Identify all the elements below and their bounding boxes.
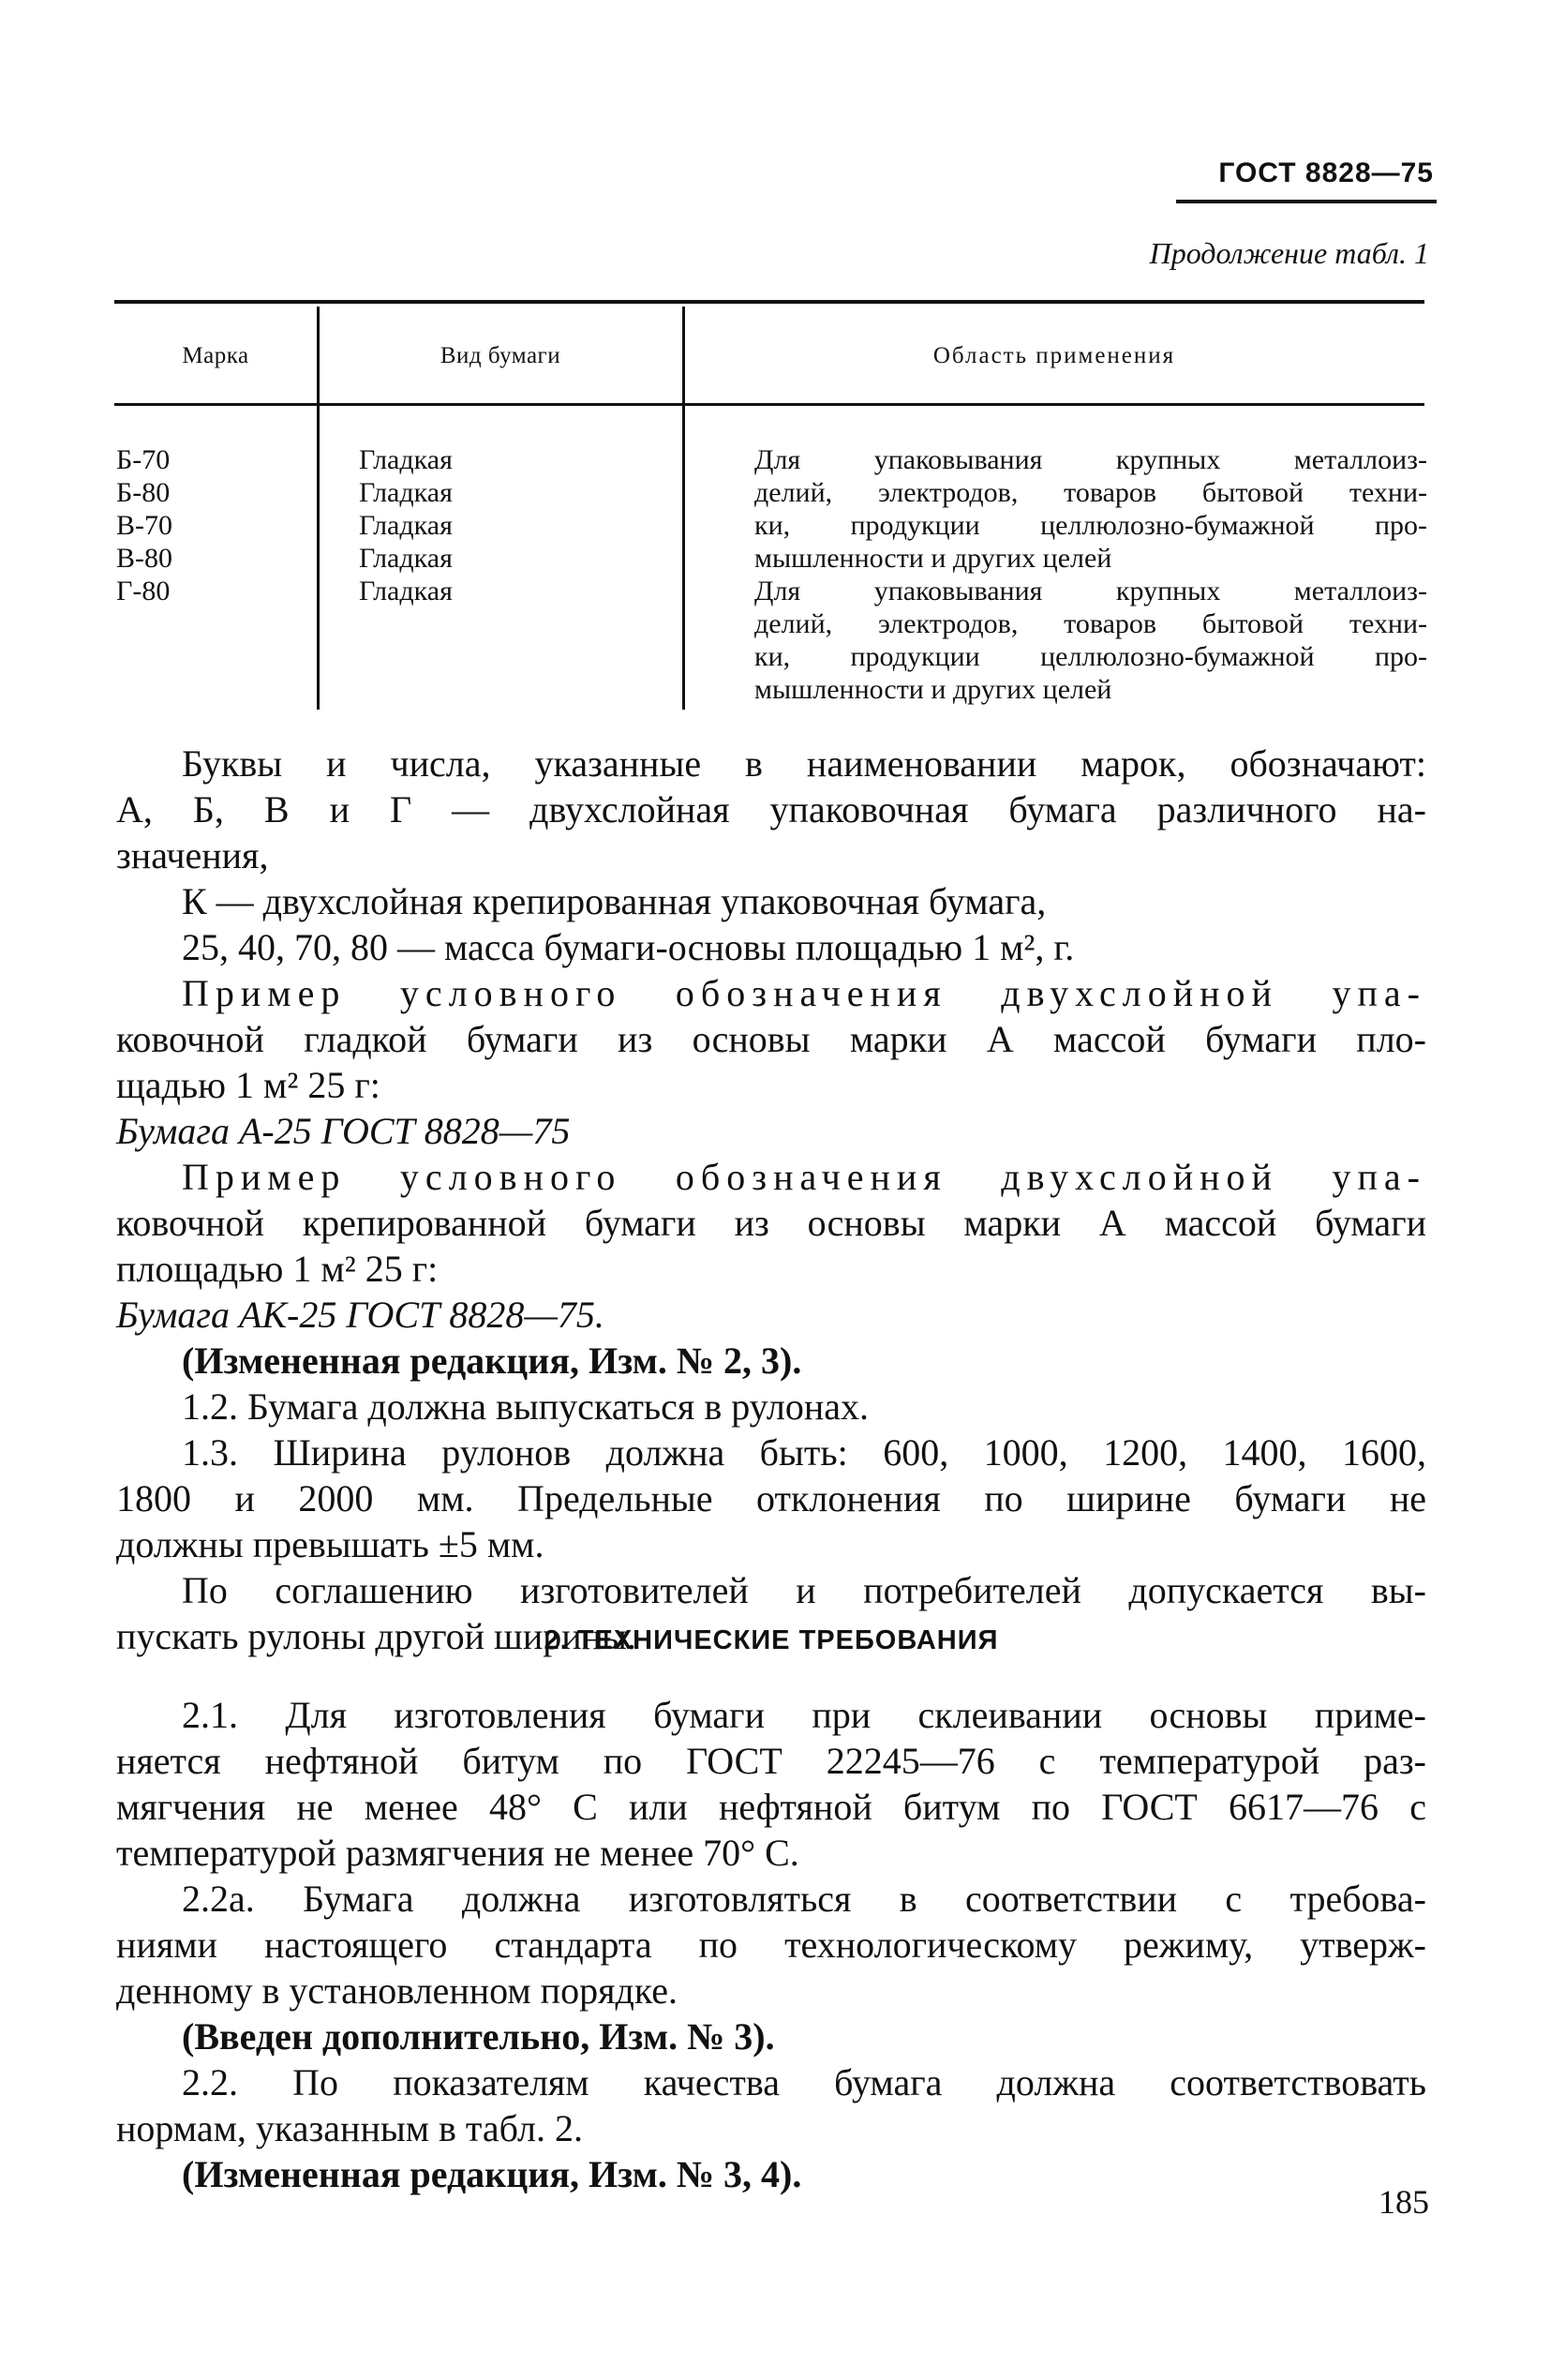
- table-cell-grade: Б-70: [116, 444, 171, 475]
- body-line: мягчения не менее 48° С или нефтяной битум по ГОСТ 6617—76 с: [116, 1786, 1426, 1828]
- table-cell-kind: Гладкая: [359, 444, 453, 475]
- table-cell-grade: В-70: [116, 510, 172, 541]
- designation-example: Бумага АК-25 ГОСТ 8828—75.: [116, 1294, 604, 1336]
- body-line: площадью 1 м² 25 г:: [116, 1248, 439, 1290]
- table-cell-grade: Б-80: [116, 477, 171, 508]
- body-line: щадью 1 м² 25 г:: [116, 1064, 380, 1106]
- table-cell-application-line: делий, электродов, товаров бытовой техни-: [754, 477, 1427, 508]
- table-top-rule: [114, 300, 1424, 304]
- table-cell-application-line: Для упаковывания крупных металлоиз-: [754, 444, 1427, 475]
- amendment-note: (Измененная редакция, Изм. № 2, 3).: [182, 1340, 802, 1382]
- table-continuation-label: Продолжение табл. 1: [1149, 236, 1429, 270]
- table-cell-kind: Гладкая: [359, 477, 453, 508]
- body-line: ниями настоящего стандарта по технологическому режиму, утверж-: [116, 1923, 1426, 1966]
- table-column-kinds: [359, 443, 453, 607]
- amendment-note: (Введен дополнительно, Изм. № 3).: [182, 2015, 775, 2058]
- body-line: нормам, указанным в табл. 2.: [116, 2107, 583, 2149]
- table-cell-application-line: Для упаковывания крупных металлоиз-: [754, 576, 1427, 606]
- table-cell-application-line: ки, продукции целлюлозно-бумажной про-: [754, 641, 1427, 672]
- body-line: ковочной крепированной бумаги из основы марки А массой бумаги: [116, 1202, 1426, 1244]
- clause-2-2a: 2.2а. Бумага должна изготовляться в соответствии с требова-: [182, 1878, 1426, 1920]
- body-line: К — двухслойная крепированная упаковочная бумага,: [182, 880, 1047, 922]
- table-cell-application-line: мышленности и других целей: [754, 543, 1112, 574]
- body-line: денному в установленном порядке.: [116, 1969, 678, 2012]
- body-line: По соглашению изготовителей и потребителей допускается вы-: [182, 1569, 1426, 1611]
- table-column-grades: [116, 443, 172, 607]
- designation-example: Бумага А-25 ГОСТ 8828—75: [116, 1110, 571, 1152]
- body-text-block: [116, 741, 1426, 1659]
- body-line: должны превышать ±5 мм.: [116, 1523, 544, 1565]
- clause-2-2: 2.2. По показателям качества бумага должна соответствовать: [182, 2061, 1426, 2103]
- body-line: 1800 и 2000 мм. Предельные отклонения по ширине бумаги не: [116, 1477, 1426, 1519]
- body-line: 25, 40, 70, 80 — масса бумаги-основы площадью 1 м², г.: [182, 926, 1075, 968]
- clause-2-1: 2.1. Для изготовления бумаги при склеивании основы приме-: [182, 1694, 1426, 1736]
- table-cell-kind: Гладкая: [359, 510, 453, 541]
- table-cell-application-line: делий, электродов, товаров бытовой техни-: [754, 608, 1427, 639]
- table-cell-grade: В-80: [116, 543, 172, 574]
- table-cell-application-line: ки, продукции целлюлозно-бумажной про-: [754, 510, 1427, 541]
- body-line: А, Б, В и Г — двухслойная упаковочная бумага различного на-: [116, 788, 1426, 831]
- table-header-application: Область применения: [932, 343, 1176, 368]
- section-text-block: [116, 1692, 1426, 2197]
- body-line: температурой размягчения не менее 70° С.: [116, 1832, 799, 1874]
- section-title: 2. ТЕХНИЧЕСКИЕ ТРЕБОВАНИЯ: [544, 1625, 999, 1655]
- table-cell-kind: Гладкая: [359, 576, 453, 606]
- body-line: ковочной гладкой бумаги из основы марки А массой бумаги пло-: [116, 1018, 1426, 1060]
- body-line: значения,: [116, 834, 269, 876]
- standard-number: ГОСТ 8828—75: [1218, 157, 1434, 188]
- example-heading-line: Пример условного обозначения двухслойной упа-: [182, 1156, 1426, 1198]
- table-column-application: [754, 443, 1427, 706]
- header-underline: [1176, 200, 1437, 203]
- table-cell-grade: Г-80: [116, 576, 171, 606]
- table-header-paper-kind: Вид бумаги: [440, 343, 561, 368]
- table-header-grade: Марка: [182, 343, 249, 368]
- table-header-rule: [114, 403, 1424, 406]
- clause-1-3: 1.3. Ширина рулонов должна быть: 600, 1000, 1200, 1400, 1600,: [182, 1431, 1426, 1474]
- amendment-note: (Измененная редакция, Изм. № 3, 4).: [182, 2153, 802, 2195]
- body-line: Буквы и числа, указанные в наименовании марок, обозначают:: [182, 742, 1426, 785]
- body-line: пускать рулоны другой ширины.: [116, 1615, 636, 1657]
- clause-1-2: 1.2. Бумага должна выпускаться в рулонах.: [182, 1385, 870, 1428]
- example-heading-line: Пример условного обозначения двухслойной упа-: [182, 972, 1426, 1014]
- table-cell-kind: Гладкая: [359, 543, 453, 574]
- body-line: няется нефтяной битум по ГОСТ 22245—76 с температурой раз-: [116, 1740, 1426, 1782]
- page-number: 185: [1379, 2183, 1429, 2221]
- table-cell-application-line: мышленности и других целей: [754, 674, 1112, 705]
